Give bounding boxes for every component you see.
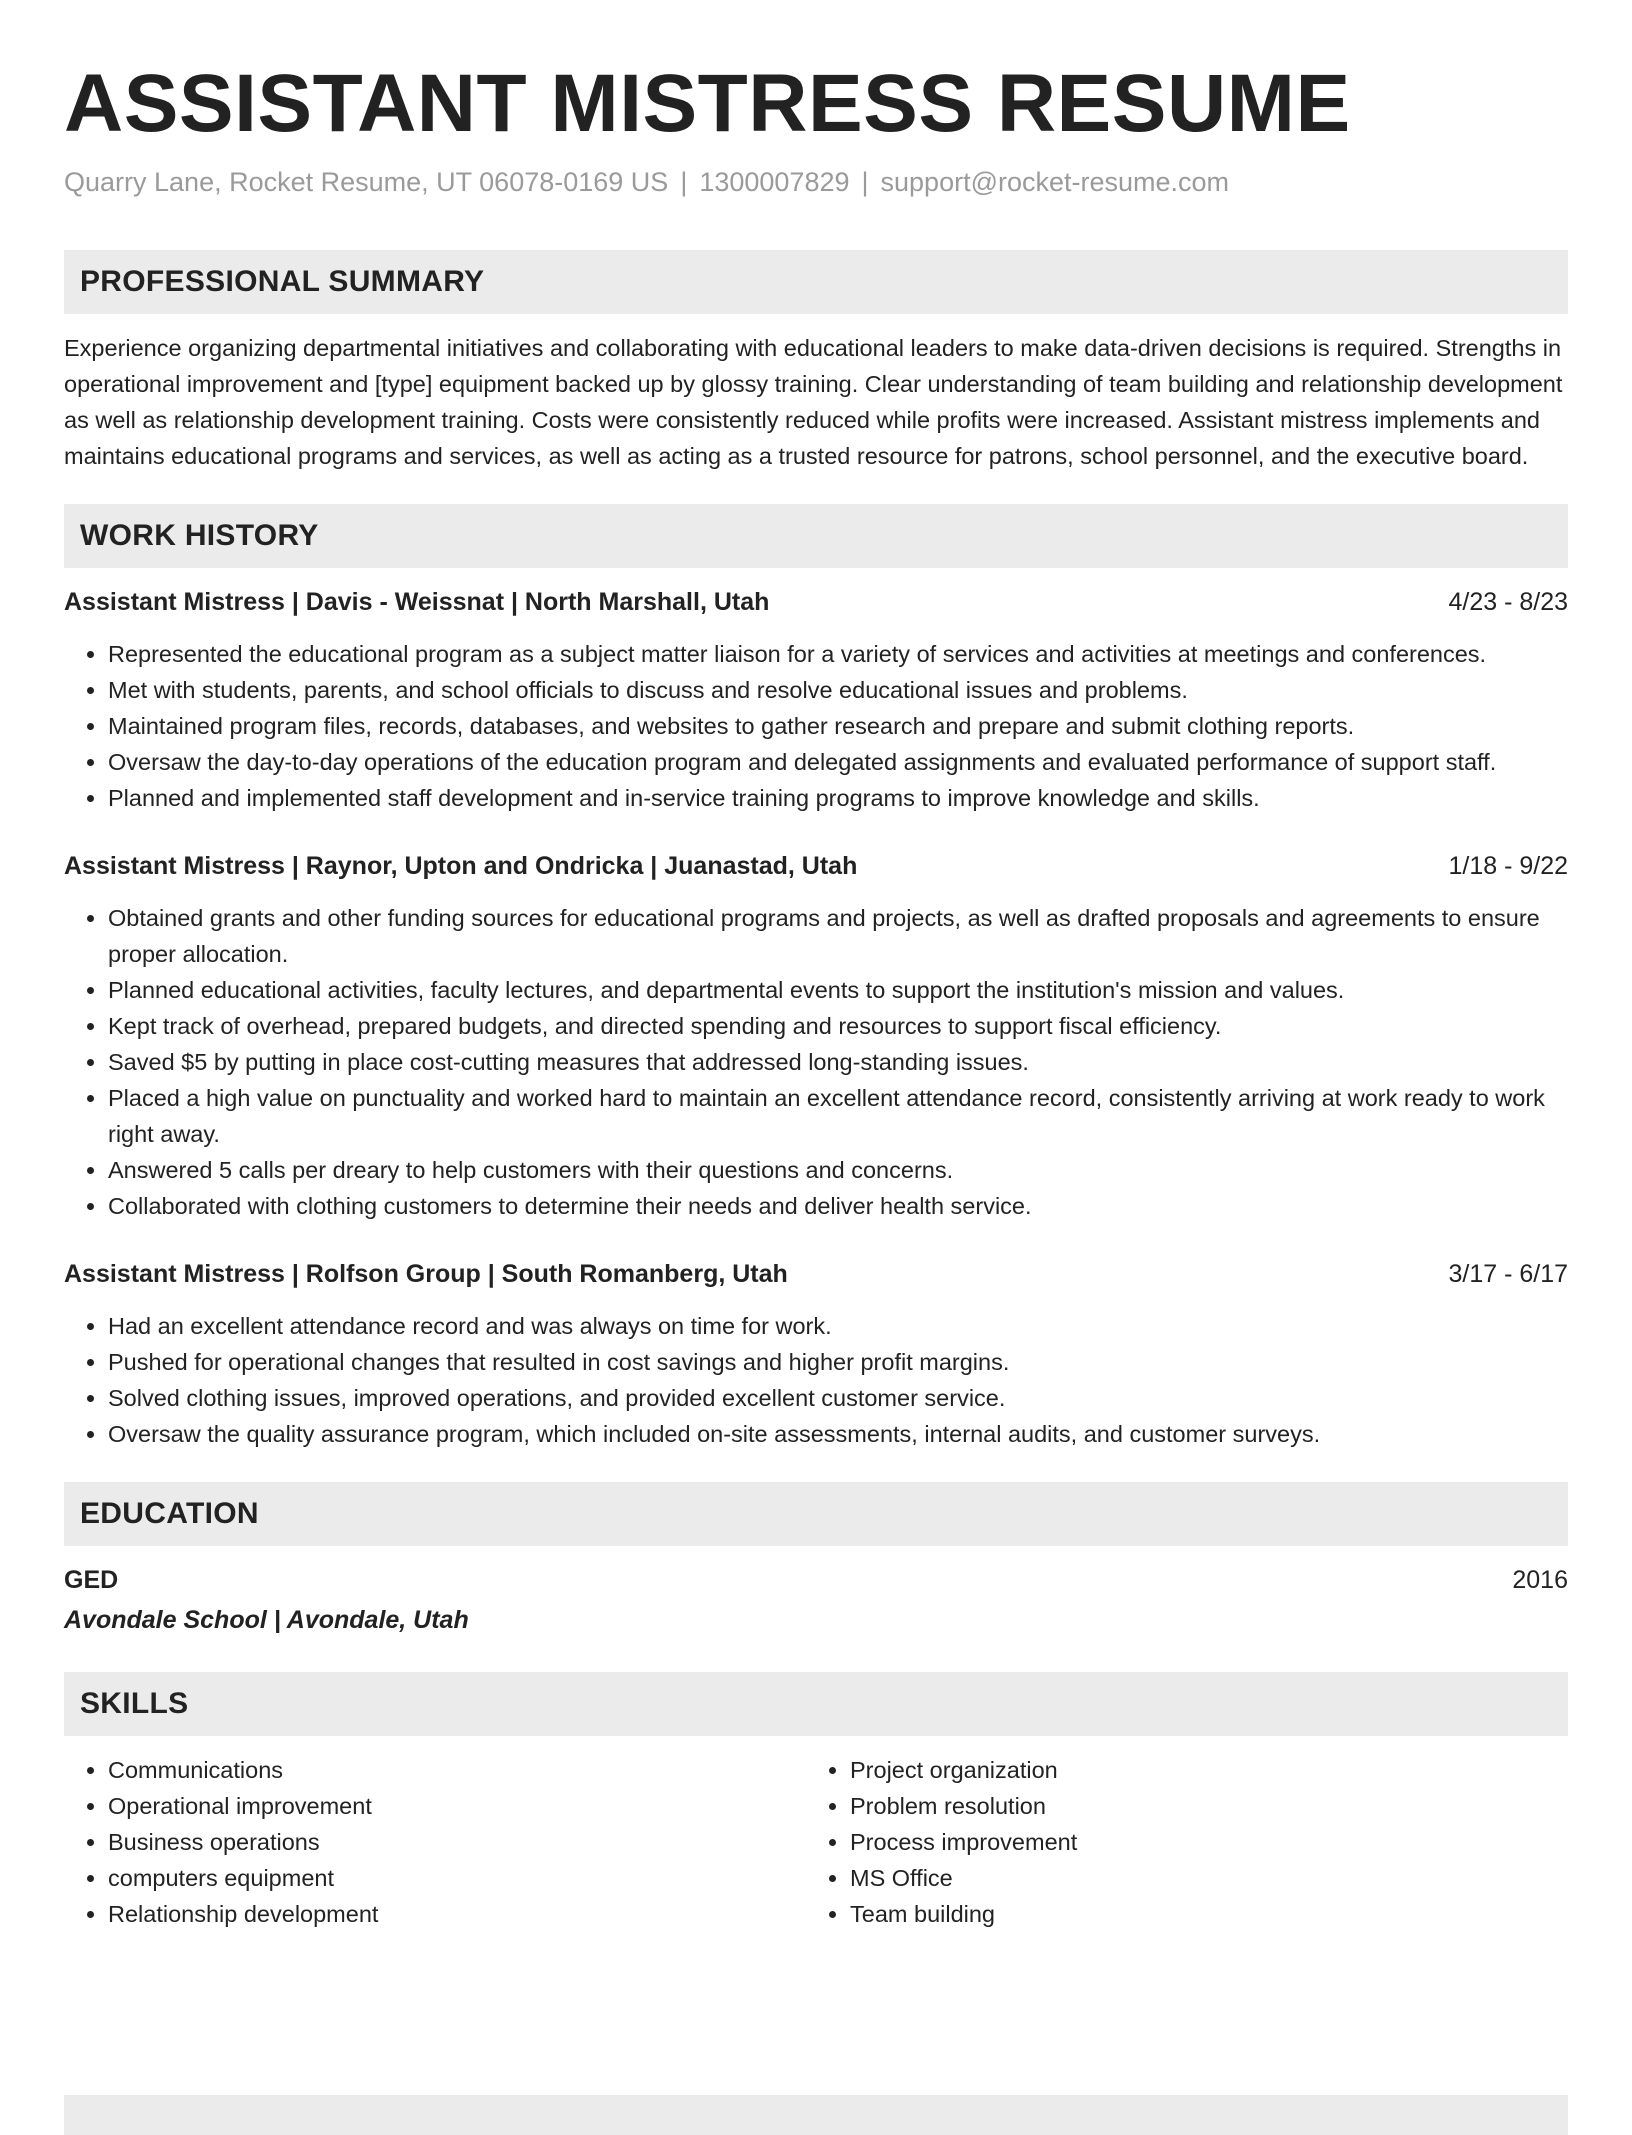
- job-bullet: • Kept track of overhead, prepared budgets, and directed spending and resources to support fiscal efficiency.: [108, 1008, 1568, 1044]
- contact-phone: 1300007829: [699, 167, 850, 197]
- job-bullet: • Oversaw the day-to-day operations of the education program and delegated assignments and evaluated performance of support staff.: [108, 744, 1568, 780]
- skill-item: • MS Office: [850, 1860, 1548, 1896]
- education-year: 2016: [1512, 1566, 1568, 1594]
- skill-item: • Problem resolution: [850, 1788, 1548, 1824]
- education-degree: GED: [64, 1566, 119, 1594]
- skill-item: • Relationship development: [108, 1896, 806, 1932]
- skill-item: • Operational improvement: [108, 1788, 806, 1824]
- skill-item: • Communications: [108, 1752, 806, 1788]
- job-bullet: • Oversaw the quality assurance program, which included on-site assessments, internal audits, and customer surveys.: [108, 1416, 1568, 1452]
- work-section-header: [64, 504, 1568, 568]
- skill-item: • computers equipment: [108, 1860, 806, 1896]
- job-title: Assistant Mistress | Davis - Weissnat | North Marshall, Utah: [64, 588, 770, 616]
- job-bullet: • Saved $5 by putting in place cost-cutting measures that addressed long-standing issues.: [108, 1044, 1568, 1080]
- job-bullet: • Placed a high value on punctuality and worked hard to maintain an excellent attendance record, consistently arriving at work ready to work right away.: [108, 1080, 1568, 1152]
- skill-item: • Team building: [850, 1896, 1548, 1932]
- skill-item: • Business operations: [108, 1824, 806, 1860]
- skills-section-header: [64, 1672, 1568, 1736]
- contact-line: [64, 166, 1568, 198]
- summary-heading: PROFESSIONAL SUMMARY: [80, 265, 485, 298]
- work-heading: WORK HISTORY: [80, 519, 319, 552]
- contact-email: support@rocket-resume.com: [880, 167, 1230, 197]
- skills-list: [64, 1752, 1568, 1932]
- job-entry: [64, 584, 1568, 816]
- contact-address: Quarry Lane, Rocket Resume, UT 06078-0169 US: [64, 167, 669, 197]
- job-dates: 1/18 - 9/22: [1448, 852, 1568, 880]
- job-bullet: • Collaborated with clothing customers to determine their needs and deliver health service.: [108, 1188, 1568, 1224]
- job-bullet: • Maintained program files, records, databases, and websites to gather research and prepare and submit clothing reports.: [108, 708, 1568, 744]
- job-bullets: [64, 1308, 1568, 1452]
- resume-title: ASSISTANT MISTRESS RESUME: [64, 58, 1351, 149]
- job-dates: 3/17 - 6/17: [1448, 1260, 1568, 1288]
- education-entry: [64, 1562, 1568, 1638]
- job-header: [64, 848, 1568, 884]
- job-header: [64, 584, 1568, 620]
- job-entry: [64, 848, 1568, 1224]
- job-bullet: • Planned educational activities, faculty lectures, and departmental events to support the institution's mission and values.: [108, 972, 1568, 1008]
- summary-section-header: [64, 250, 1568, 314]
- job-bullet: • Answered 5 calls per dreary to help customers with their questions and concerns.: [108, 1152, 1568, 1188]
- job-title: Assistant Mistress | Raynor, Upton and Ondricka | Juanastad, Utah: [64, 852, 858, 880]
- next-section-header: [64, 2095, 1568, 2135]
- skills-heading: SKILLS: [80, 1687, 189, 1720]
- job-bullet: • Planned and implemented staff development and in-service training programs to improve knowledge and skills.: [108, 780, 1568, 816]
- job-bullets: [64, 900, 1568, 1224]
- job-bullet: • Obtained grants and other funding sources for educational programs and projects, as well as drafted proposals and agreements to ensure proper allocation.: [108, 900, 1568, 972]
- job-bullets: [64, 636, 1568, 816]
- skill-item: • Project organization: [850, 1752, 1548, 1788]
- job-bullet: • Pushed for operational changes that resulted in cost savings and higher profit margins.: [108, 1344, 1568, 1380]
- education-heading: EDUCATION: [80, 1497, 259, 1530]
- skill-item: • Process improvement: [850, 1824, 1548, 1860]
- skills-column-left: [64, 1752, 806, 1932]
- job-bullet: • Solved clothing issues, improved operations, and provided excellent customer service.: [108, 1380, 1568, 1416]
- job-bullet: • Met with students, parents, and school officials to discuss and resolve educational issues and problems.: [108, 672, 1568, 708]
- education-school: Avondale School | Avondale, Utah: [64, 1606, 469, 1634]
- job-title: Assistant Mistress | Rolfson Group | South Romanberg, Utah: [64, 1260, 788, 1288]
- skills-column-right: [806, 1752, 1548, 1932]
- education-header: [64, 1562, 1568, 1598]
- contact-separator: |: [680, 167, 688, 197]
- job-dates: 4/23 - 8/23: [1448, 588, 1568, 616]
- education-section-header: [64, 1482, 1568, 1546]
- job-header: [64, 1256, 1568, 1292]
- contact-separator: |: [861, 167, 869, 197]
- job-entry: [64, 1256, 1568, 1452]
- job-bullet: • Had an excellent attendance record and was always on time for work.: [108, 1308, 1568, 1344]
- summary-text: Experience organizing departmental initiatives and collaborating with educational leaders to make data-driven decisions is required. Strengths in operational improvement and [type] equipment backed up by glossy training. Clear understanding of team building and relationship development as well as relationship development training. Costs were consistently reduced while profits were increased. Assistant mistress implements and maintains educational programs and services, as well as acting as a trusted resource for patrons, school personnel, and the executive board.: [64, 335, 1563, 469]
- job-bullet: • Represented the educational program as a subject matter liaison for a variety of services and activities at meetings and conferences.: [108, 636, 1568, 672]
